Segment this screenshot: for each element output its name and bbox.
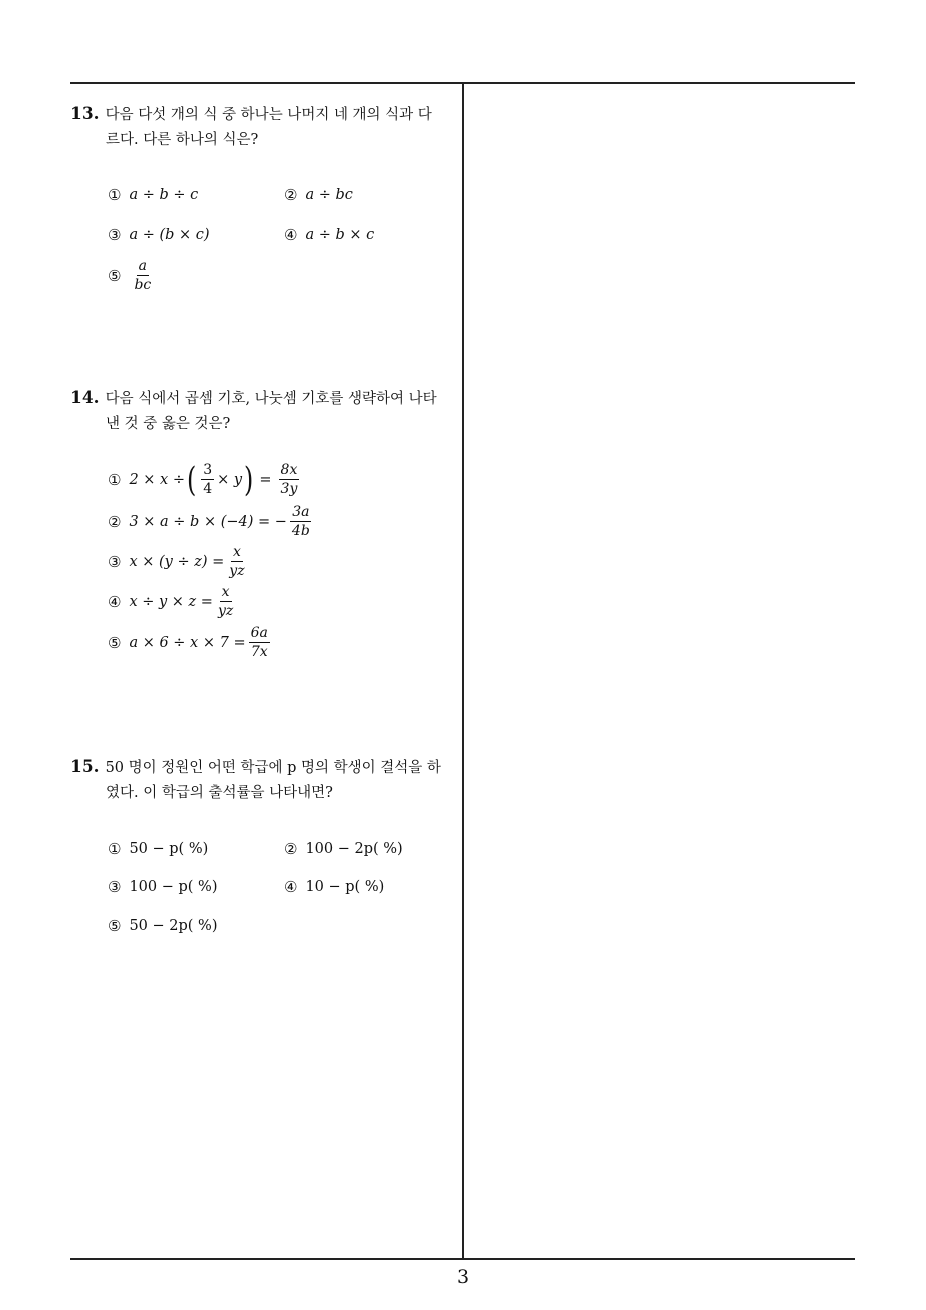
option-3[interactable] <box>108 544 250 579</box>
option-2[interactable] <box>284 840 403 858</box>
option-marker: ② <box>108 512 122 531</box>
fraction-denominator: 7x <box>250 644 268 660</box>
problem-13-question <box>70 102 458 153</box>
option-3[interactable] <box>108 878 217 896</box>
option-4[interactable] <box>284 878 384 896</box>
option-expression: x × (y ÷ z) = <box>129 553 225 570</box>
fraction-denominator: 4b <box>291 523 310 539</box>
option-expression: a ÷ bc <box>305 187 353 203</box>
option-expression: 3 × a ÷ b × (−4) = − <box>129 513 287 530</box>
option-marker: ④ <box>108 592 122 611</box>
fraction-denominator: yz <box>217 603 234 619</box>
option-5[interactable] <box>108 917 217 935</box>
question-text: 다음 다섯 개의 식 중 하나는 나머지 네 개의 식과 다 <box>105 107 432 123</box>
problem-number: 15. <box>70 757 100 777</box>
option-4[interactable] <box>284 226 374 244</box>
question-text: 다음 식에서 곱셈 기호, 나눗셈 기호를 생략하여 나타 <box>105 391 437 407</box>
bottom-rule <box>70 1258 855 1260</box>
option-expression: x ÷ y × z = <box>129 593 213 610</box>
option-expression: 50 − 2p( %) <box>129 918 218 934</box>
problem-number: 14. <box>70 388 100 408</box>
fraction-denominator: bc <box>134 277 152 293</box>
question-text: 였다. 이 학급의 출석률을 나타내면? <box>106 785 333 801</box>
option-expression: 100 − p( %) <box>129 879 218 895</box>
option-1[interactable] <box>108 186 198 204</box>
option-4[interactable] <box>108 584 238 619</box>
right-paren: ) <box>244 459 254 500</box>
option-3[interactable] <box>108 226 210 244</box>
option-expression: a ÷ (b × c) <box>129 227 210 243</box>
option-marker: ① <box>108 840 122 858</box>
option-marker: ⑤ <box>108 266 122 285</box>
fraction <box>132 258 153 293</box>
option-marker: ⑤ <box>108 633 122 652</box>
option-marker: ④ <box>284 878 298 896</box>
option-marker: ② <box>284 840 298 858</box>
fraction-numerator: a <box>138 258 148 274</box>
fraction <box>201 462 214 497</box>
page-number: 3 <box>456 1266 470 1288</box>
problem-14-question <box>70 386 458 437</box>
option-1[interactable] <box>108 459 302 500</box>
option-marker: ⑤ <box>108 917 122 935</box>
fraction-denominator: 3y <box>280 481 298 497</box>
option-expression: 10 − p( %) <box>305 879 385 895</box>
fraction-numerator: 3a <box>292 504 310 520</box>
problem-number: 13. <box>70 104 100 124</box>
fraction-denominator: yz <box>229 563 245 579</box>
option-marker: ③ <box>108 226 122 244</box>
fraction-denominator: 4 <box>203 481 213 497</box>
option-expression: 100 − 2p( %) <box>305 841 403 857</box>
option-5[interactable] <box>108 258 156 293</box>
option-expression: a ÷ b × c <box>305 227 375 243</box>
question-text: 낸 것 중 옳은 것은? <box>106 416 231 432</box>
option-5[interactable] <box>108 625 273 660</box>
fraction <box>249 625 270 660</box>
option-expression: a ÷ b ÷ c <box>129 187 199 203</box>
left-paren: ( <box>186 459 197 500</box>
fraction-numerator: x <box>232 544 241 560</box>
question-text: 50 명이 정원인 어떤 학급에 p 명의 학생이 결석을 하 <box>105 760 441 776</box>
option-marker: ④ <box>284 226 298 244</box>
fraction <box>290 504 312 539</box>
fraction <box>227 544 246 579</box>
option-2[interactable] <box>284 186 353 204</box>
option-2[interactable] <box>108 504 315 539</box>
problem-15-question <box>70 755 458 806</box>
question-text: 르다. 다른 하나의 식은? <box>106 132 259 148</box>
option-marker: ① <box>108 470 122 489</box>
option-expression: a × 6 ÷ x × 7 = <box>129 634 246 651</box>
option-marker: ② <box>284 186 298 204</box>
fraction <box>216 584 235 619</box>
fraction-numerator: 3 <box>203 462 213 478</box>
column-divider <box>462 82 464 1259</box>
fraction-numerator: 6a <box>250 625 268 641</box>
equals-sign: = <box>259 471 272 488</box>
option-1[interactable] <box>108 840 208 858</box>
option-marker: ③ <box>108 878 122 896</box>
option-marker: ③ <box>108 552 122 571</box>
fraction <box>279 462 300 497</box>
option-expression: × y <box>217 471 243 488</box>
option-expression: 2 × x ÷ <box>129 471 185 488</box>
option-marker: ① <box>108 186 122 204</box>
option-expression: 50 − p( %) <box>129 841 209 857</box>
fraction-numerator: x <box>221 584 230 600</box>
fraction-numerator: 8x <box>280 462 298 478</box>
